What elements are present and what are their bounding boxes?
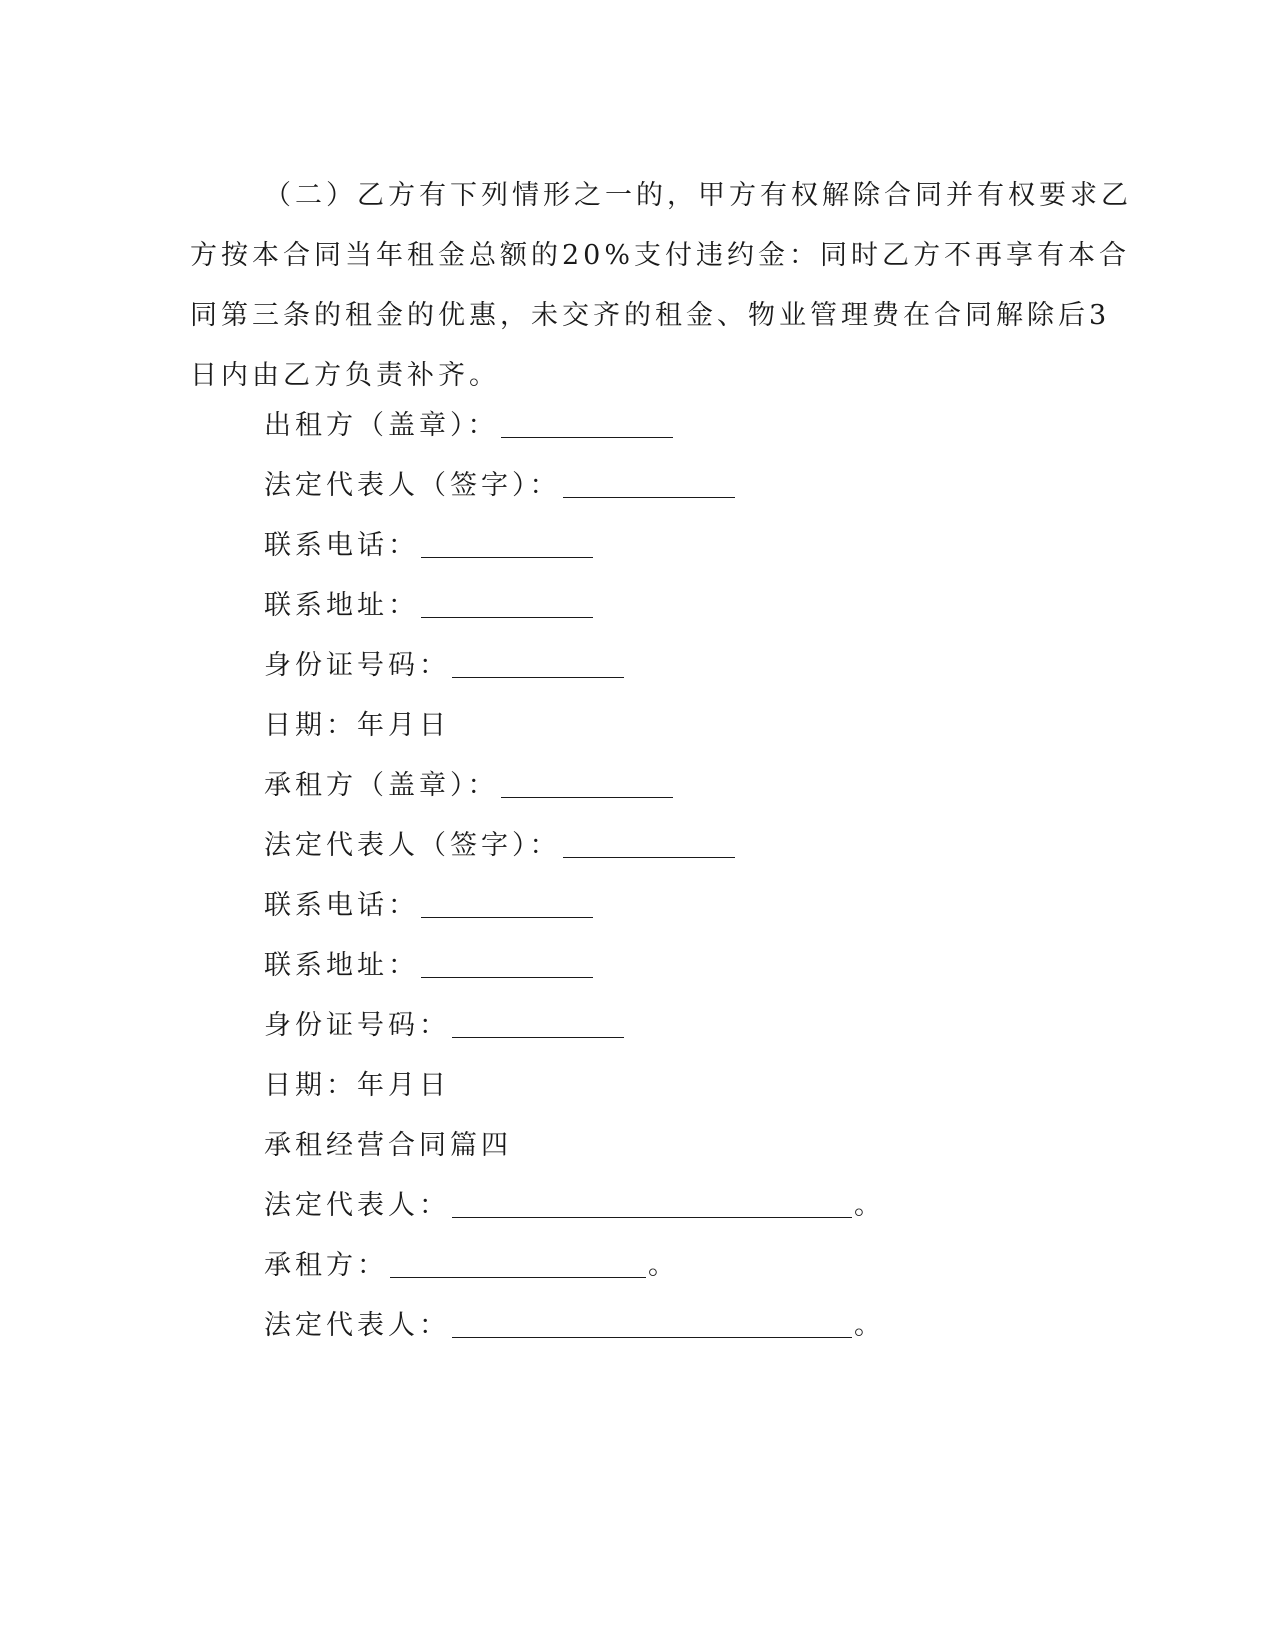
lessor-date-field [264,696,450,756]
lessor-id-blank[interactable] [452,643,624,678]
section4-rep-label-2: 法定代表人： [264,1310,450,1341]
lessor-address-field [264,576,593,636]
lessee-rep-field [264,816,735,876]
lessor-phone-blank[interactable] [421,523,593,558]
lessee-date-label: 日期：年月日 [264,1070,450,1101]
paragraph-line: （二）乙方有下列情形之一的，甲方有权解除合同并有权要求乙 [264,180,1132,211]
lessee-rep-label: 法定代表人（签字）： [264,830,561,861]
section4-period: 。 [648,1250,675,1281]
lessee-id-field [264,996,624,1056]
lessee-date-field [264,1056,450,1116]
lessee-phone-label: 联系电话： [264,890,419,921]
lessee-seal-field [264,756,673,816]
lessor-seal-blank[interactable] [501,403,673,438]
lessor-date-label: 日期：年月日 [264,710,450,741]
section4-rep-blank-1[interactable] [452,1183,852,1218]
section4-lessee-blank[interactable] [390,1243,646,1278]
lessee-id-label: 身份证号码： [264,1010,450,1041]
lessee-seal-blank[interactable] [501,763,673,798]
lessor-seal-label: 出租方（盖章）： [264,410,499,441]
section4-rep-field-1 [264,1176,881,1236]
section4-rep-field-2 [264,1296,881,1356]
lessee-seal-label: 承租方（盖章）： [264,770,499,801]
section4-rep-blank-2[interactable] [452,1303,852,1338]
section4-period: 。 [854,1190,881,1221]
lessor-rep-field [264,456,735,516]
lessor-rep-label: 法定代表人（签字）： [264,470,561,501]
lessor-address-blank[interactable] [421,583,593,618]
lessor-phone-label: 联系电话： [264,530,419,561]
section4-period: 。 [854,1310,881,1341]
lessee-phone-blank[interactable] [421,883,593,918]
lessee-address-field [264,936,593,996]
lessor-id-label: 身份证号码： [264,650,450,681]
paragraph-line: 同第三条的租金的优惠，未交齐的租金、物业管理费在合同解除后3 [190,300,1111,331]
lessee-rep-blank[interactable] [563,823,735,858]
section4-lessee-label: 承租方： [264,1250,388,1281]
lessee-id-blank[interactable] [452,1003,624,1038]
section-title [264,1116,512,1176]
lessee-address-blank[interactable] [421,943,593,978]
section-title-text: 承租经营合同篇四 [264,1130,512,1161]
lessor-phone-field [264,516,593,576]
lessee-address-label: 联系地址： [264,950,419,981]
lessor-rep-blank[interactable] [563,463,735,498]
breach-clause-paragraph [190,166,1132,406]
lessor-address-label: 联系地址： [264,590,419,621]
paragraph-line: 日内由乙方负责补齐。 [190,360,500,391]
lessor-id-field [264,636,624,696]
lessee-phone-field [264,876,593,936]
paragraph-line: 方按本合同当年租金总额的20%支付违约金：同时乙方不再享有本合 [190,240,1131,271]
section4-lessee-field [264,1236,675,1296]
lessor-seal-field [264,396,673,456]
section4-rep-label-1: 法定代表人： [264,1190,450,1221]
